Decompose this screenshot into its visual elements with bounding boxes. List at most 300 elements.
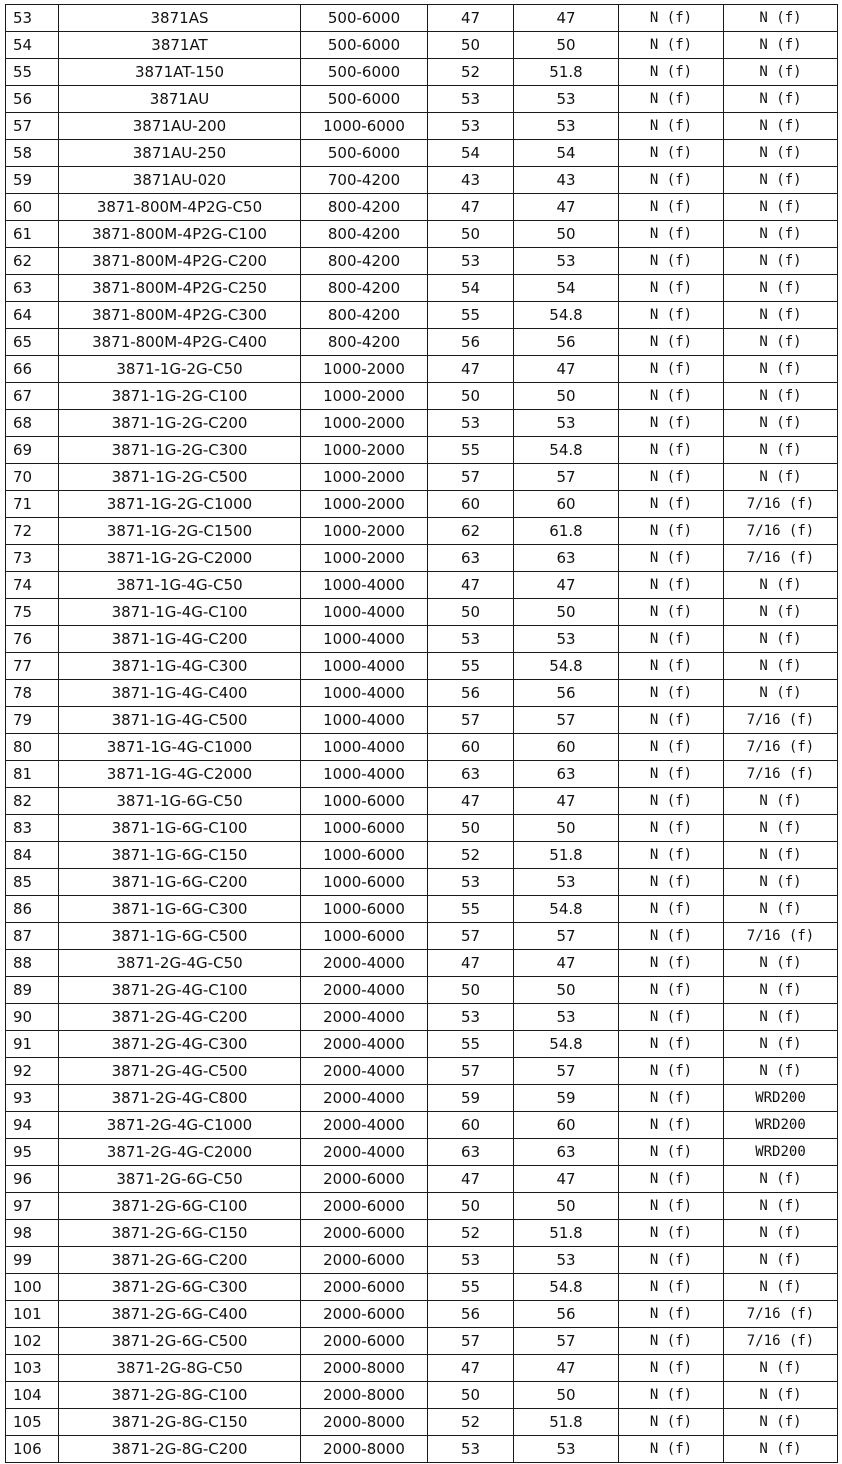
row-number-cell: 76 bbox=[6, 626, 59, 653]
coupler-spec-table bbox=[5, 4, 838, 1463]
connector-b-cell: N (f) bbox=[724, 1247, 838, 1274]
frequency-range-cell: 1000-6000 bbox=[301, 788, 428, 815]
model-cell: 3871-800M-4P2G-C50 bbox=[59, 194, 301, 221]
connector-b-cell: 7/16 (f) bbox=[724, 491, 838, 518]
value-cell: 55 bbox=[428, 1274, 514, 1301]
table-row bbox=[6, 977, 838, 1004]
frequency-range-cell: 800-4200 bbox=[301, 194, 428, 221]
measured-value-cell: 57 bbox=[514, 923, 619, 950]
row-number-cell: 78 bbox=[6, 680, 59, 707]
measured-value-cell: 47 bbox=[514, 356, 619, 383]
row-number-cell: 89 bbox=[6, 977, 59, 1004]
value-cell: 52 bbox=[428, 1220, 514, 1247]
table-row bbox=[6, 653, 838, 680]
frequency-range-cell: 1000-2000 bbox=[301, 410, 428, 437]
model-cell: 3871-2G-4G-C50 bbox=[59, 950, 301, 977]
connector-b-cell: N (f) bbox=[724, 1166, 838, 1193]
row-number-cell: 74 bbox=[6, 572, 59, 599]
frequency-range-cell: 2000-4000 bbox=[301, 950, 428, 977]
measured-value-cell: 59 bbox=[514, 1085, 619, 1112]
model-cell: 3871-2G-8G-C100 bbox=[59, 1382, 301, 1409]
connector-b-cell: WRD200 bbox=[724, 1085, 838, 1112]
measured-value-cell: 60 bbox=[514, 734, 619, 761]
connector-a-cell: N (f) bbox=[619, 302, 724, 329]
connector-b-cell: N (f) bbox=[724, 221, 838, 248]
frequency-range-cell: 1000-4000 bbox=[301, 707, 428, 734]
measured-value-cell: 57 bbox=[514, 464, 619, 491]
table-row bbox=[6, 1355, 838, 1382]
connector-a-cell: N (f) bbox=[619, 572, 724, 599]
table-row bbox=[6, 59, 838, 86]
connector-a-cell: N (f) bbox=[619, 194, 724, 221]
table-row bbox=[6, 707, 838, 734]
connector-a-cell: N (f) bbox=[619, 1058, 724, 1085]
connector-b-cell: N (f) bbox=[724, 140, 838, 167]
row-number-cell: 103 bbox=[6, 1355, 59, 1382]
table-row bbox=[6, 545, 838, 572]
frequency-range-cell: 1000-2000 bbox=[301, 437, 428, 464]
frequency-range-cell: 2000-4000 bbox=[301, 1139, 428, 1166]
table-row bbox=[6, 5, 838, 32]
connector-a-cell: N (f) bbox=[619, 1139, 724, 1166]
measured-value-cell: 50 bbox=[514, 815, 619, 842]
frequency-range-cell: 2000-6000 bbox=[301, 1247, 428, 1274]
row-number-cell: 83 bbox=[6, 815, 59, 842]
model-cell: 3871-1G-6G-C500 bbox=[59, 923, 301, 950]
model-cell: 3871-1G-4G-C500 bbox=[59, 707, 301, 734]
row-number-cell: 90 bbox=[6, 1004, 59, 1031]
model-cell: 3871-1G-6G-C300 bbox=[59, 896, 301, 923]
value-cell: 50 bbox=[428, 32, 514, 59]
value-cell: 53 bbox=[428, 869, 514, 896]
connector-b-cell: N (f) bbox=[724, 599, 838, 626]
connector-a-cell: N (f) bbox=[619, 869, 724, 896]
connector-b-cell: N (f) bbox=[724, 464, 838, 491]
model-cell: 3871-1G-2G-C100 bbox=[59, 383, 301, 410]
model-cell: 3871-2G-4G-C500 bbox=[59, 1058, 301, 1085]
table-row bbox=[6, 1058, 838, 1085]
row-number-cell: 58 bbox=[6, 140, 59, 167]
measured-value-cell: 54.8 bbox=[514, 653, 619, 680]
frequency-range-cell: 500-6000 bbox=[301, 32, 428, 59]
value-cell: 57 bbox=[428, 1058, 514, 1085]
measured-value-cell: 50 bbox=[514, 32, 619, 59]
model-cell: 3871-1G-6G-C100 bbox=[59, 815, 301, 842]
value-cell: 55 bbox=[428, 1031, 514, 1058]
connector-a-cell: N (f) bbox=[619, 1031, 724, 1058]
frequency-range-cell: 500-6000 bbox=[301, 59, 428, 86]
table-row bbox=[6, 626, 838, 653]
model-cell: 3871-2G-6G-C500 bbox=[59, 1328, 301, 1355]
row-number-cell: 61 bbox=[6, 221, 59, 248]
table-row bbox=[6, 491, 838, 518]
measured-value-cell: 50 bbox=[514, 1382, 619, 1409]
connector-b-cell: N (f) bbox=[724, 356, 838, 383]
value-cell: 47 bbox=[428, 356, 514, 383]
frequency-range-cell: 2000-4000 bbox=[301, 1112, 428, 1139]
row-number-cell: 105 bbox=[6, 1409, 59, 1436]
frequency-range-cell: 1000-6000 bbox=[301, 113, 428, 140]
value-cell: 47 bbox=[428, 5, 514, 32]
connector-b-cell: 7/16 (f) bbox=[724, 545, 838, 572]
connector-a-cell: N (f) bbox=[619, 842, 724, 869]
model-cell: 3871-800M-4P2G-C200 bbox=[59, 248, 301, 275]
connector-b-cell: WRD200 bbox=[724, 1112, 838, 1139]
measured-value-cell: 53 bbox=[514, 113, 619, 140]
model-cell: 3871-1G-4G-C2000 bbox=[59, 761, 301, 788]
row-number-cell: 65 bbox=[6, 329, 59, 356]
connector-b-cell: N (f) bbox=[724, 59, 838, 86]
row-number-cell: 59 bbox=[6, 167, 59, 194]
measured-value-cell: 54 bbox=[514, 275, 619, 302]
value-cell: 53 bbox=[428, 1004, 514, 1031]
model-cell: 3871-1G-6G-C50 bbox=[59, 788, 301, 815]
model-cell: 3871-2G-4G-C300 bbox=[59, 1031, 301, 1058]
value-cell: 55 bbox=[428, 896, 514, 923]
model-cell: 3871-2G-6G-C200 bbox=[59, 1247, 301, 1274]
connector-a-cell: N (f) bbox=[619, 86, 724, 113]
frequency-range-cell: 1000-2000 bbox=[301, 545, 428, 572]
frequency-range-cell: 1000-4000 bbox=[301, 572, 428, 599]
value-cell: 54 bbox=[428, 275, 514, 302]
measured-value-cell: 51.8 bbox=[514, 1409, 619, 1436]
model-cell: 3871-1G-2G-C50 bbox=[59, 356, 301, 383]
value-cell: 50 bbox=[428, 815, 514, 842]
measured-value-cell: 57 bbox=[514, 1328, 619, 1355]
frequency-range-cell: 1000-6000 bbox=[301, 842, 428, 869]
row-number-cell: 79 bbox=[6, 707, 59, 734]
model-cell: 3871-2G-6G-C150 bbox=[59, 1220, 301, 1247]
value-cell: 47 bbox=[428, 572, 514, 599]
value-cell: 50 bbox=[428, 977, 514, 1004]
model-cell: 3871AT-150 bbox=[59, 59, 301, 86]
value-cell: 57 bbox=[428, 707, 514, 734]
connector-b-cell: N (f) bbox=[724, 653, 838, 680]
model-cell: 3871-1G-4G-C300 bbox=[59, 653, 301, 680]
table-row bbox=[6, 383, 838, 410]
model-cell: 3871-2G-4G-C800 bbox=[59, 1085, 301, 1112]
measured-value-cell: 53 bbox=[514, 869, 619, 896]
value-cell: 47 bbox=[428, 194, 514, 221]
connector-a-cell: N (f) bbox=[619, 383, 724, 410]
connector-a-cell: N (f) bbox=[619, 896, 724, 923]
frequency-range-cell: 1000-2000 bbox=[301, 383, 428, 410]
row-number-cell: 67 bbox=[6, 383, 59, 410]
row-number-cell: 63 bbox=[6, 275, 59, 302]
model-cell: 3871-2G-8G-C200 bbox=[59, 1436, 301, 1463]
row-number-cell: 54 bbox=[6, 32, 59, 59]
frequency-range-cell: 2000-6000 bbox=[301, 1328, 428, 1355]
connector-b-cell: N (f) bbox=[724, 86, 838, 113]
table-row bbox=[6, 1031, 838, 1058]
value-cell: 47 bbox=[428, 1355, 514, 1382]
connector-b-cell: N (f) bbox=[724, 194, 838, 221]
table-row bbox=[6, 356, 838, 383]
row-number-cell: 81 bbox=[6, 761, 59, 788]
row-number-cell: 97 bbox=[6, 1193, 59, 1220]
frequency-range-cell: 1000-4000 bbox=[301, 599, 428, 626]
connector-a-cell: N (f) bbox=[619, 113, 724, 140]
connector-b-cell: N (f) bbox=[724, 977, 838, 1004]
measured-value-cell: 47 bbox=[514, 572, 619, 599]
connector-a-cell: N (f) bbox=[619, 1166, 724, 1193]
measured-value-cell: 53 bbox=[514, 1004, 619, 1031]
model-cell: 3871-2G-6G-C50 bbox=[59, 1166, 301, 1193]
frequency-range-cell: 1000-4000 bbox=[301, 653, 428, 680]
value-cell: 47 bbox=[428, 950, 514, 977]
connector-b-cell: N (f) bbox=[724, 1220, 838, 1247]
table-row bbox=[6, 302, 838, 329]
measured-value-cell: 51.8 bbox=[514, 1220, 619, 1247]
frequency-range-cell: 2000-4000 bbox=[301, 1004, 428, 1031]
frequency-range-cell: 1000-4000 bbox=[301, 761, 428, 788]
connector-b-cell: N (f) bbox=[724, 869, 838, 896]
value-cell: 53 bbox=[428, 113, 514, 140]
value-cell: 47 bbox=[428, 1166, 514, 1193]
table-row bbox=[6, 1301, 838, 1328]
table-row bbox=[6, 599, 838, 626]
row-number-cell: 93 bbox=[6, 1085, 59, 1112]
table-row bbox=[6, 1139, 838, 1166]
frequency-range-cell: 1000-2000 bbox=[301, 356, 428, 383]
measured-value-cell: 51.8 bbox=[514, 842, 619, 869]
connector-a-cell: N (f) bbox=[619, 734, 724, 761]
measured-value-cell: 63 bbox=[514, 545, 619, 572]
value-cell: 57 bbox=[428, 1328, 514, 1355]
frequency-range-cell: 1000-2000 bbox=[301, 491, 428, 518]
frequency-range-cell: 2000-4000 bbox=[301, 1085, 428, 1112]
frequency-range-cell: 800-4200 bbox=[301, 302, 428, 329]
frequency-range-cell: 800-4200 bbox=[301, 329, 428, 356]
model-cell: 3871-1G-4G-C1000 bbox=[59, 734, 301, 761]
connector-b-cell: N (f) bbox=[724, 788, 838, 815]
row-number-cell: 96 bbox=[6, 1166, 59, 1193]
connector-a-cell: N (f) bbox=[619, 518, 724, 545]
row-number-cell: 68 bbox=[6, 410, 59, 437]
connector-b-cell: N (f) bbox=[724, 1382, 838, 1409]
value-cell: 52 bbox=[428, 842, 514, 869]
connector-a-cell: N (f) bbox=[619, 1436, 724, 1463]
value-cell: 60 bbox=[428, 734, 514, 761]
table-row bbox=[6, 680, 838, 707]
connector-b-cell: WRD200 bbox=[724, 1139, 838, 1166]
frequency-range-cell: 1000-6000 bbox=[301, 923, 428, 950]
value-cell: 52 bbox=[428, 59, 514, 86]
value-cell: 57 bbox=[428, 464, 514, 491]
connector-a-cell: N (f) bbox=[619, 1382, 724, 1409]
row-number-cell: 82 bbox=[6, 788, 59, 815]
frequency-range-cell: 500-6000 bbox=[301, 86, 428, 113]
connector-a-cell: N (f) bbox=[619, 761, 724, 788]
frequency-range-cell: 2000-4000 bbox=[301, 1031, 428, 1058]
frequency-range-cell: 2000-8000 bbox=[301, 1436, 428, 1463]
row-number-cell: 91 bbox=[6, 1031, 59, 1058]
table-row bbox=[6, 113, 838, 140]
row-number-cell: 72 bbox=[6, 518, 59, 545]
row-number-cell: 102 bbox=[6, 1328, 59, 1355]
model-cell: 3871-1G-4G-C200 bbox=[59, 626, 301, 653]
value-cell: 43 bbox=[428, 167, 514, 194]
model-cell: 3871-2G-6G-C400 bbox=[59, 1301, 301, 1328]
measured-value-cell: 53 bbox=[514, 1247, 619, 1274]
row-number-cell: 62 bbox=[6, 248, 59, 275]
table-row bbox=[6, 869, 838, 896]
row-number-cell: 56 bbox=[6, 86, 59, 113]
row-number-cell: 95 bbox=[6, 1139, 59, 1166]
row-number-cell: 100 bbox=[6, 1274, 59, 1301]
connector-a-cell: N (f) bbox=[619, 1220, 724, 1247]
measured-value-cell: 61.8 bbox=[514, 518, 619, 545]
connector-a-cell: N (f) bbox=[619, 1004, 724, 1031]
model-cell: 3871AU-250 bbox=[59, 140, 301, 167]
value-cell: 55 bbox=[428, 653, 514, 680]
connector-a-cell: N (f) bbox=[619, 248, 724, 275]
connector-b-cell: N (f) bbox=[724, 1031, 838, 1058]
model-cell: 3871-1G-2G-C300 bbox=[59, 437, 301, 464]
value-cell: 63 bbox=[428, 545, 514, 572]
connector-a-cell: N (f) bbox=[619, 1355, 724, 1382]
value-cell: 63 bbox=[428, 761, 514, 788]
connector-b-cell: N (f) bbox=[724, 842, 838, 869]
row-number-cell: 92 bbox=[6, 1058, 59, 1085]
table-row bbox=[6, 1247, 838, 1274]
table-row bbox=[6, 1274, 838, 1301]
connector-a-cell: N (f) bbox=[619, 1328, 724, 1355]
value-cell: 54 bbox=[428, 140, 514, 167]
measured-value-cell: 50 bbox=[514, 1193, 619, 1220]
connector-a-cell: N (f) bbox=[619, 5, 724, 32]
row-number-cell: 70 bbox=[6, 464, 59, 491]
measured-value-cell: 57 bbox=[514, 707, 619, 734]
value-cell: 63 bbox=[428, 1139, 514, 1166]
value-cell: 50 bbox=[428, 599, 514, 626]
row-number-cell: 53 bbox=[6, 5, 59, 32]
measured-value-cell: 47 bbox=[514, 5, 619, 32]
model-cell: 3871-1G-2G-C2000 bbox=[59, 545, 301, 572]
value-cell: 53 bbox=[428, 626, 514, 653]
connector-a-cell: N (f) bbox=[619, 815, 724, 842]
frequency-range-cell: 2000-8000 bbox=[301, 1382, 428, 1409]
connector-b-cell: N (f) bbox=[724, 1409, 838, 1436]
value-cell: 60 bbox=[428, 491, 514, 518]
table-row bbox=[6, 1436, 838, 1463]
frequency-range-cell: 800-4200 bbox=[301, 275, 428, 302]
row-number-cell: 88 bbox=[6, 950, 59, 977]
connector-a-cell: N (f) bbox=[619, 950, 724, 977]
connector-b-cell: N (f) bbox=[724, 815, 838, 842]
model-cell: 3871-1G-4G-C50 bbox=[59, 572, 301, 599]
row-number-cell: 86 bbox=[6, 896, 59, 923]
table-row bbox=[6, 572, 838, 599]
connector-b-cell: N (f) bbox=[724, 410, 838, 437]
table-row bbox=[6, 815, 838, 842]
value-cell: 56 bbox=[428, 1301, 514, 1328]
row-number-cell: 57 bbox=[6, 113, 59, 140]
table-row bbox=[6, 248, 838, 275]
connector-a-cell: N (f) bbox=[619, 59, 724, 86]
row-number-cell: 55 bbox=[6, 59, 59, 86]
connector-b-cell: 7/16 (f) bbox=[724, 923, 838, 950]
measured-value-cell: 53 bbox=[514, 248, 619, 275]
measured-value-cell: 47 bbox=[514, 788, 619, 815]
model-cell: 3871AU-200 bbox=[59, 113, 301, 140]
measured-value-cell: 54.8 bbox=[514, 1031, 619, 1058]
model-cell: 3871-800M-4P2G-C400 bbox=[59, 329, 301, 356]
measured-value-cell: 54.8 bbox=[514, 437, 619, 464]
connector-b-cell: N (f) bbox=[724, 680, 838, 707]
value-cell: 56 bbox=[428, 680, 514, 707]
table-body bbox=[6, 5, 838, 1463]
measured-value-cell: 50 bbox=[514, 383, 619, 410]
connector-a-cell: N (f) bbox=[619, 32, 724, 59]
value-cell: 59 bbox=[428, 1085, 514, 1112]
connector-a-cell: N (f) bbox=[619, 356, 724, 383]
connector-b-cell: N (f) bbox=[724, 302, 838, 329]
measured-value-cell: 54.8 bbox=[514, 302, 619, 329]
row-number-cell: 77 bbox=[6, 653, 59, 680]
table-row bbox=[6, 140, 838, 167]
measured-value-cell: 50 bbox=[514, 977, 619, 1004]
connector-a-cell: N (f) bbox=[619, 464, 724, 491]
model-cell: 3871AU-020 bbox=[59, 167, 301, 194]
table-row bbox=[6, 1166, 838, 1193]
table-row bbox=[6, 329, 838, 356]
frequency-range-cell: 800-4200 bbox=[301, 248, 428, 275]
table-row bbox=[6, 842, 838, 869]
value-cell: 56 bbox=[428, 329, 514, 356]
connector-a-cell: N (f) bbox=[619, 680, 724, 707]
frequency-range-cell: 2000-8000 bbox=[301, 1409, 428, 1436]
model-cell: 3871-1G-2G-C200 bbox=[59, 410, 301, 437]
row-number-cell: 80 bbox=[6, 734, 59, 761]
measured-value-cell: 47 bbox=[514, 950, 619, 977]
connector-b-cell: 7/16 (f) bbox=[724, 1328, 838, 1355]
row-number-cell: 87 bbox=[6, 923, 59, 950]
model-cell: 3871-800M-4P2G-C250 bbox=[59, 275, 301, 302]
measured-value-cell: 57 bbox=[514, 1058, 619, 1085]
row-number-cell: 64 bbox=[6, 302, 59, 329]
frequency-range-cell: 700-4200 bbox=[301, 167, 428, 194]
frequency-range-cell: 1000-4000 bbox=[301, 680, 428, 707]
connector-b-cell: N (f) bbox=[724, 437, 838, 464]
table-row bbox=[6, 167, 838, 194]
connector-b-cell: 7/16 (f) bbox=[724, 1301, 838, 1328]
frequency-range-cell: 2000-4000 bbox=[301, 1058, 428, 1085]
table-row bbox=[6, 86, 838, 113]
connector-b-cell: N (f) bbox=[724, 572, 838, 599]
table-row bbox=[6, 761, 838, 788]
measured-value-cell: 53 bbox=[514, 626, 619, 653]
table-row bbox=[6, 464, 838, 491]
measured-value-cell: 50 bbox=[514, 599, 619, 626]
table-row bbox=[6, 923, 838, 950]
connector-a-cell: N (f) bbox=[619, 221, 724, 248]
model-cell: 3871-2G-6G-C100 bbox=[59, 1193, 301, 1220]
row-number-cell: 69 bbox=[6, 437, 59, 464]
model-cell: 3871-1G-4G-C400 bbox=[59, 680, 301, 707]
model-cell: 3871-2G-8G-C150 bbox=[59, 1409, 301, 1436]
connector-b-cell: N (f) bbox=[724, 275, 838, 302]
connector-a-cell: N (f) bbox=[619, 1409, 724, 1436]
measured-value-cell: 50 bbox=[514, 221, 619, 248]
table-row bbox=[6, 788, 838, 815]
row-number-cell: 106 bbox=[6, 1436, 59, 1463]
model-cell: 3871-2G-4G-C1000 bbox=[59, 1112, 301, 1139]
value-cell: 50 bbox=[428, 383, 514, 410]
measured-value-cell: 43 bbox=[514, 167, 619, 194]
table-row bbox=[6, 1193, 838, 1220]
model-cell: 3871-1G-2G-C1500 bbox=[59, 518, 301, 545]
